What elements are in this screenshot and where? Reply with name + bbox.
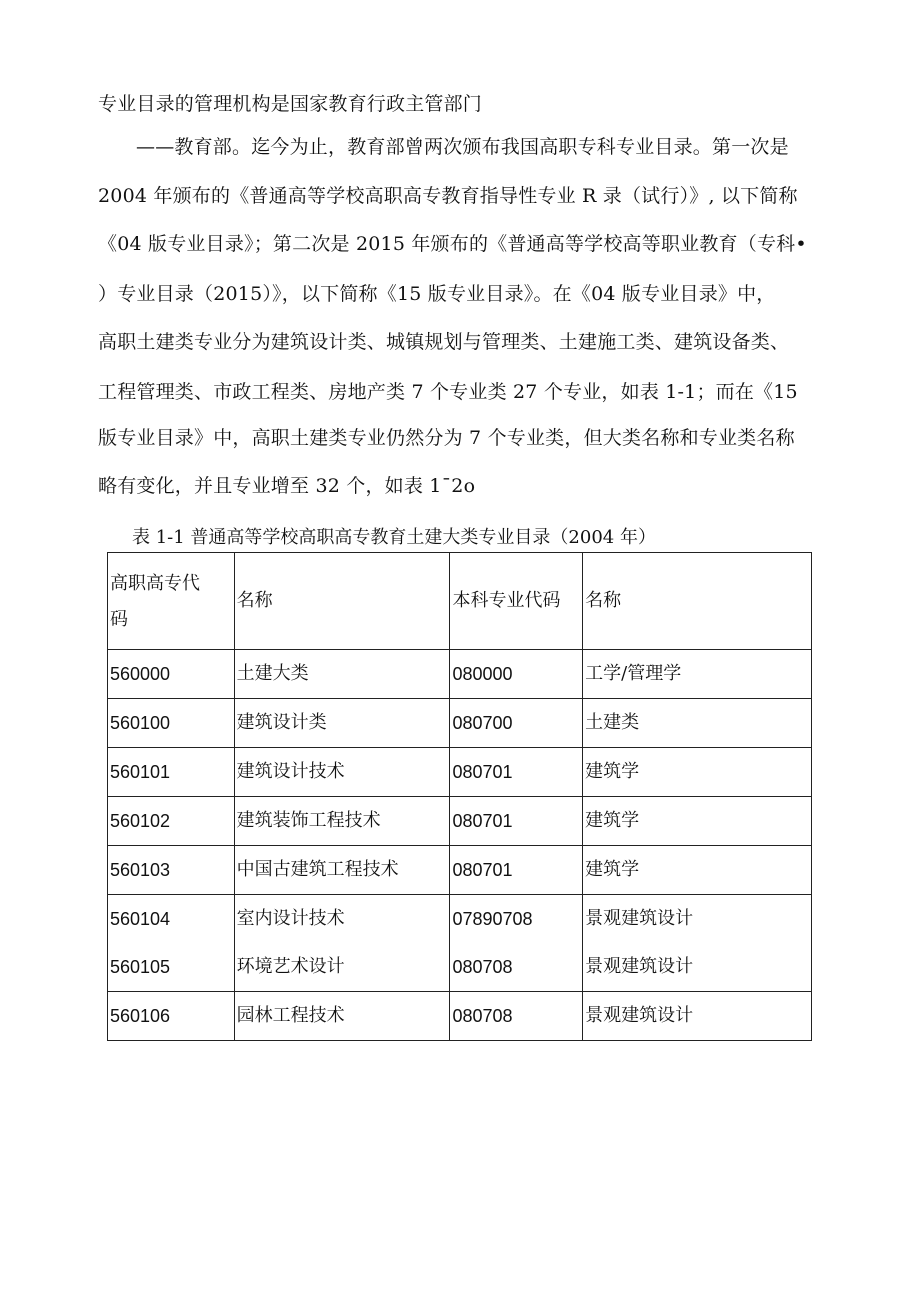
table-row [108, 846, 812, 895]
table-row-merged [108, 895, 812, 992]
cell-undergrad-name: 景观建筑设计 [585, 956, 694, 977]
cell-undergrad-code: 080701 [450, 748, 583, 797]
cell-undergrad-code: 07890708 [452, 909, 533, 929]
cell-undergrad-code: 080701 [450, 797, 583, 846]
cell-undergrad-name: 景观建筑设计 [583, 992, 812, 1041]
cell-undergrad-code: 080000 [450, 650, 583, 699]
cell-undergrad-code: 080700 [450, 699, 583, 748]
cell-code: 560106 [108, 992, 235, 1041]
paragraph-line-4: 《04 版专业目录》；第二次是 2015 年颁布的《普通高等学校高等职业教育（专科• [98, 233, 807, 255]
cell-code: 560105 [110, 957, 171, 977]
header-cell-undergrad-code: 本科专业代码 [450, 553, 583, 650]
cell-name: 环境艺术设计 [236, 956, 345, 977]
cell-name: 土建大类 [234, 650, 450, 699]
cell-name: 建筑设计类 [234, 699, 450, 748]
header-code-line-1: 高职高专代 [110, 573, 200, 594]
paragraph-line-8: 版专业目录》中，高职土建类专业仍然分为 7 个专业类，但大类名称和专业类名称 [98, 427, 795, 449]
paragraph-line-7: 工程管理类、市政工程类、房地产类 7 个专业类 27 个专业，如表 1-1；而在《15 [98, 381, 798, 403]
header-cell-code [108, 553, 235, 650]
cell-code: 560102 [108, 797, 235, 846]
cell-undergrad-code-stack [450, 895, 583, 992]
cell-name: 室内设计技术 [236, 908, 345, 929]
cell-undergrad-name: 建筑学 [583, 748, 812, 797]
table-row [108, 650, 812, 699]
cell-undergrad-code: 080701 [450, 846, 583, 895]
cell-undergrad-name: 土建类 [583, 699, 812, 748]
cell-code-stack [108, 895, 235, 992]
major-catalog-table [107, 552, 812, 1041]
cell-code: 560104 [110, 909, 171, 929]
cell-name: 中国古建筑工程技术 [234, 846, 450, 895]
paragraph-line-3: 2004 年颁布的《普通高等学校高职高专教育指导性专业 R 录（试行）》, 以下简称 [98, 185, 798, 207]
paragraph-line-2: ——教育部。迄今为止，教育部曾两次颁布我国高职专科专业目录。第一次是 [136, 136, 789, 158]
table-row [108, 748, 812, 797]
cell-undergrad-code: 080708 [452, 957, 513, 977]
cell-name: 建筑装饰工程技术 [234, 797, 450, 846]
table-row [108, 992, 812, 1041]
cell-code: 560103 [108, 846, 235, 895]
cell-undergrad-name-stack [583, 895, 812, 992]
paragraph-line-6: 高职土建类专业分为建筑设计类、城镇规划与管理类、土建施工类、建筑设备类、 [98, 331, 790, 353]
header-cell-name: 名称 [234, 553, 450, 650]
cell-code: 560000 [108, 650, 235, 699]
paragraph-line-1: 专业目录的管理机构是国家教育行政主管部门 [98, 93, 483, 115]
table-row [108, 699, 812, 748]
paragraph-line-9: 略有变化，并且专业增至 32 个，如表 1ˉ2o [98, 475, 476, 497]
cell-code: 560100 [108, 699, 235, 748]
paragraph-line-5: ）专业目录（2015）》，以下简称《15 版专业目录》。在《04 版专业目录》中， [98, 283, 776, 305]
header-cell-undergrad-name: 名称 [583, 553, 812, 650]
table-header-row [108, 553, 812, 650]
cell-undergrad-name: 工学/管理学 [583, 650, 812, 699]
cell-undergrad-name: 建筑学 [583, 797, 812, 846]
cell-name-stack [234, 895, 450, 992]
cell-name: 建筑设计技术 [234, 748, 450, 797]
cell-undergrad-name: 建筑学 [583, 846, 812, 895]
table-caption: 表 1-1 普通高等学校高职高专教育土建大类专业目录（2004 年） [132, 527, 656, 548]
header-code-line-2: 码 [110, 609, 128, 630]
table-row [108, 797, 812, 846]
cell-undergrad-name: 景观建筑设计 [585, 908, 694, 929]
cell-name: 园林工程技术 [234, 992, 450, 1041]
cell-undergrad-code: 080708 [450, 992, 583, 1041]
cell-code: 560101 [108, 748, 235, 797]
